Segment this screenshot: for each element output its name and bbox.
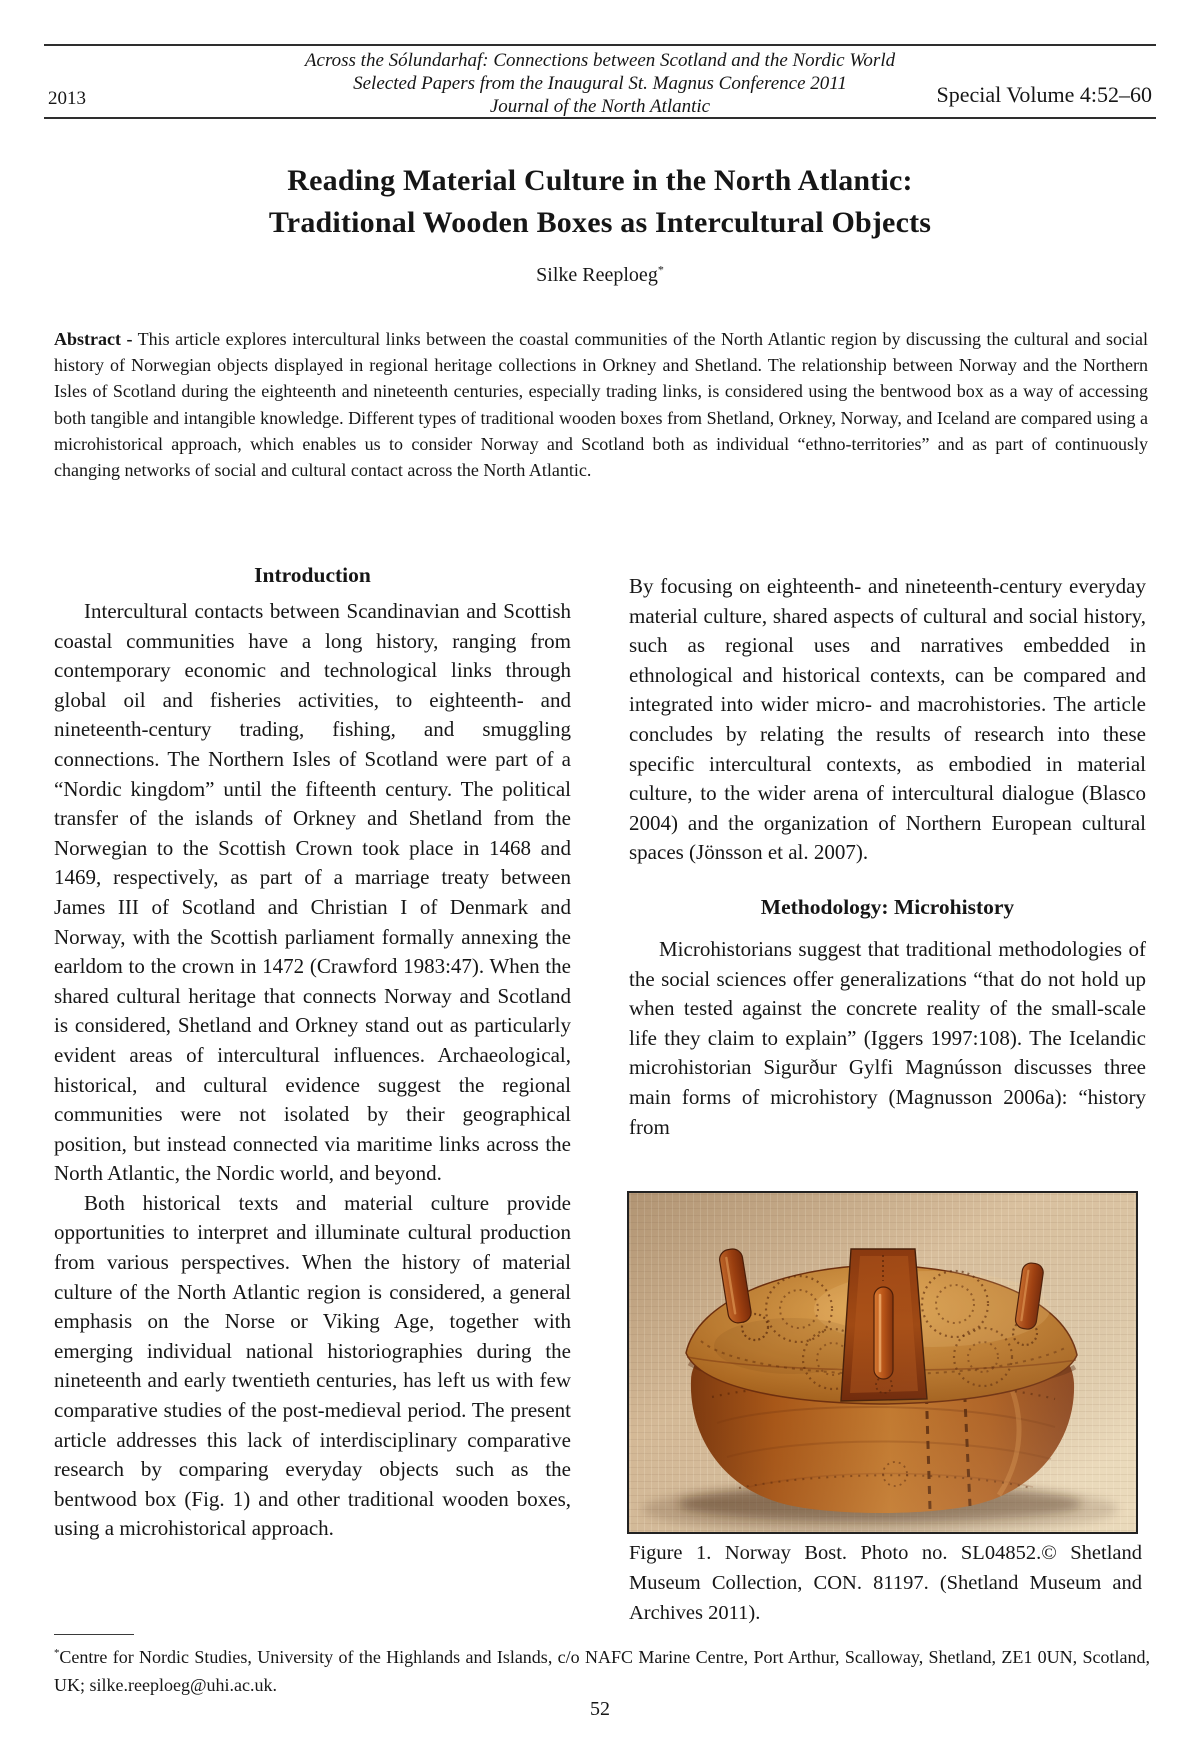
intro-paragraph-2: Both historical texts and material culture provide opportunities to interpret and illuminate cultural production from various perspectives. When the history of material culture of the North Atlantic region is considered, a general emphasis on the Norse or Viking Age, together with emerging individual national historiographies during the nineteenth and early twentieth centuries, has left us with few comparative studies of the post-medieval period. The present article addresses this lack of interdisciplinary comparative research by comparing everyday objects such as the bentwood box (Fig. 1) and other traditional wooden boxes, using a microhistorical approach. bbox=[54, 1190, 571, 1541]
methodology-paragraph: Microhistorians suggest that traditional methodologies of the social sciences offer generalizations “that do not hold up when tested against the concrete reality of the small-scale life they claim to explain” (Iggers 1997:108). The Icelandic microhistorian Sigurður Gylfi Magnússon discusses three main forms of microhistory (Magnusson 2006a): “history from bbox=[629, 936, 1146, 1139]
title-line-1: Reading Material Culture in the North Atlantic: bbox=[287, 164, 913, 197]
journal-name: Journal of the North Atlantic bbox=[489, 96, 711, 117]
abstract bbox=[54, 326, 1148, 483]
photo-vignette bbox=[627, 1191, 1138, 1534]
publication-year: 2013 bbox=[48, 88, 86, 109]
figure-1-photo bbox=[627, 1191, 1138, 1534]
figure-1-caption: Figure 1. Norway Bost. Photo no. SL04852.© Shetland Museum Collection, CON. 81197. (Shetland Museum and Archives 2011). bbox=[629, 1542, 1142, 1624]
abstract-text: This article explores intercultural links between the coastal communities of the North Atlantic region by discussing the cultural and social history of Norwegian objects displayed in regional heritage collections in Orkney and Shetland. The relationship between Norway and the Northern Isles of Scotland during the eighteenth and nineteenth centuries, especially trading links, is considered using the bentwood box as a way of accessing both tangible and intangible knowledge. Different types of traditional wooden boxes from Shetland, Orkney, Norway, and Iceland are compared using a microhistorical approach, which enables us to consider Norway and Scotland both as individual “ethno-territories” and as part of continuously changing networks of social and cultural contact across the North Atlantic. bbox=[54, 329, 1148, 481]
journal-header bbox=[150, 49, 1050, 118]
right-column bbox=[629, 572, 1146, 1142]
series-subtitle: Selected Papers from the Inaugural St. Magnus Conference 2011 bbox=[353, 73, 847, 94]
continued-paragraph: By focusing on eighteenth- and nineteenth-century everyday material culture, shared aspects of cultural and social history, such as regional uses and narratives embedded in ethnological and historical contexts, can be compared and integrated into wider micro- and macrohistories. The article concludes by relating the results of research into these specific intercultural contexts, as embodied in material culture, to the wider arena of intercultural dialogue (Blasco 2004) and the organization of Northern European cultural spaces (Jönsson et al. 2007). bbox=[629, 574, 1146, 865]
series-title: Across the Sólundarhaf: Connections between Scotland and the Nordic World bbox=[304, 50, 896, 71]
footnote bbox=[54, 1644, 1150, 1699]
header-top-rule bbox=[44, 44, 1156, 46]
abstract-label: Abstract - bbox=[54, 329, 133, 349]
volume-info: Special Volume 4:52–60 bbox=[936, 82, 1152, 107]
footnote-text: Centre for Nordic Studies, University of the Highlands and Islands, c/o NAFC Marine Centre, Port Arthur, Scalloway, Shetland, ZE1 0UN, Scotland, UK; silke.reeploeg@uhi.ac.uk. bbox=[54, 1647, 1150, 1695]
section-heading-introduction: Introduction bbox=[254, 563, 371, 587]
page-number: 52 bbox=[590, 1698, 610, 1720]
bentwood-box-illustration bbox=[627, 1191, 1138, 1534]
author-footnote-mark: * bbox=[657, 262, 664, 277]
intro-paragraph-1: Intercultural contacts between Scandinavian and Scottish coastal communities have a long history, ranging from contemporary economic and technological links through global oil and fisheries activities, to eighteenth- and nineteenth-century trading, fishing, and smuggling connections. The Northern Isles of Scotland were part of a “Nordic kingdom” until the fifteenth century. The political transfer of the islands of Orkney and Shetland from the Norwegian to the Scottish Crown took place in 1468 and 1469, respectively, as part of a marriage treaty between James III of Scotland and Christian I of Denmark and Norway, with the Scottish parliament formally annexing the earldom to the crown in 1472 (Crawford 1983:47). When the shared cultural heritage that connects Norway and Scotland is considered, Shetland and Orkney stand out as particularly evident areas of intercultural influences. Archaeological, historical, and cultural evidence suggest the regional communities were not isolated by their geographical position, but instead connected via maritime links across the North Atlantic, the Nordic world, and beyond. bbox=[54, 599, 571, 1186]
article-title bbox=[0, 160, 1200, 244]
author-name: Silke Reeploeg bbox=[536, 264, 658, 286]
footnote-mark: * bbox=[54, 1647, 60, 1659]
title-line-2: Traditional Wooden Boxes as Intercultural Objects bbox=[268, 206, 932, 239]
left-column bbox=[54, 560, 571, 1544]
author-line bbox=[0, 264, 1200, 287]
section-heading-methodology: Methodology: Microhistory bbox=[760, 894, 1015, 919]
footnote-divider bbox=[54, 1634, 134, 1635]
header-bottom-rule bbox=[44, 117, 1156, 119]
